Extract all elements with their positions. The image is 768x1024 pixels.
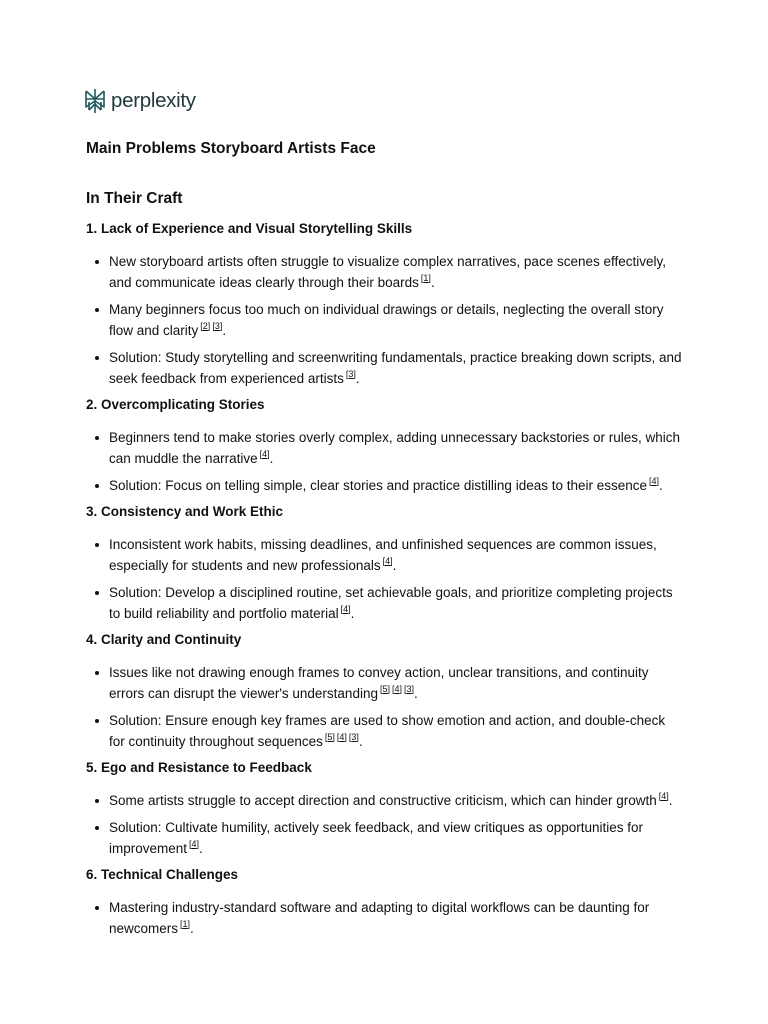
citation-link[interactable]: [421, 273, 431, 283]
problem-heading: 5. Ego and Resistance to Feedback: [86, 760, 312, 775]
list-item: Mastering industry-standard software and adapting to digital workflows can be daunting for newcomers [1].: [109, 897, 682, 939]
problem-list: [86, 219, 682, 939]
citation-label: [1]: [180, 918, 191, 929]
perplexity-logo-icon: [84, 88, 106, 114]
list-item: New storyboard artists often struggle to visualize complex narratives, pace scenes effectively, and communicate ideas clearly through their boards [1].: [109, 251, 682, 293]
bullet-list: [86, 662, 682, 752]
citation-link[interactable]: [341, 604, 351, 614]
list-item-text: Solution: Ensure enough key frames are used to show emotion and action, and double-check for continuity throughout sequences: [109, 713, 666, 749]
list-item: Many beginners focus too much on individual drawings or details, neglecting the overall story flow and clarity [2] [3].: [109, 299, 682, 341]
list-item-text: Mastering industry-standard software and adapting to digital workflows can be daunting for newcomers: [109, 900, 650, 936]
list-item-text: Inconsistent work habits, missing deadlines, and unfinished sequences are common issues, especially for students and new professionals: [109, 537, 657, 573]
list-item-text: Solution: Study storytelling and screenwriting fundamentals, practice breaking down scripts, and seek feedback from experienced artists: [109, 350, 682, 386]
citation-link[interactable]: [404, 684, 414, 694]
list-item-text: Issues like not drawing enough frames to convey action, unclear transitions, and continuity errors can disrupt the viewer's understanding: [109, 665, 649, 701]
citation-link[interactable]: [260, 449, 270, 459]
citation-label: [4]: [336, 731, 347, 742]
citation-label: [3]: [404, 683, 415, 694]
citation-link[interactable]: [337, 732, 347, 742]
citation-label: [4]: [649, 475, 660, 486]
citation-link[interactable]: [189, 839, 199, 849]
list-item-text: Some artists struggle to accept direction and constructive criticism, which can hinder growth: [109, 793, 657, 808]
bullet-list: [86, 534, 682, 624]
page-title: Main Problems Storyboard Artists Face: [86, 140, 376, 157]
citation-link[interactable]: [659, 791, 669, 801]
problem-heading: 1. Lack of Experience and Visual Storytelling Skills: [86, 221, 413, 236]
citation-link[interactable]: [649, 476, 659, 486]
citation-link[interactable]: [380, 684, 390, 694]
bullet-list: [86, 790, 682, 859]
bullet-list: [86, 251, 682, 389]
list-item-text: Many beginners focus too much on individual drawings or details, neglecting the overall story flow and clarity: [109, 302, 664, 338]
list-item: Solution: Develop a disciplined routine, set achievable goals, and prioritize completing projects to build reliability and portfolio material [4].: [109, 582, 682, 624]
citation-label: [3]: [345, 368, 356, 379]
citation-label: [4]: [658, 790, 669, 801]
citation-label: [3]: [212, 320, 223, 331]
list-item: Solution: Focus on telling simple, clear stories and practice distilling ideas to their essence [4].: [109, 475, 682, 496]
list-item-text: Beginners tend to make stories overly complex, adding unnecessary backstories or rules, which can muddle the narrative: [109, 430, 681, 466]
list-item-text: New storyboard artists often struggle to visualize complex narratives, pace scenes effectively, and communicate ideas clearly through their boards: [109, 254, 667, 290]
citation-label: [2]: [200, 320, 211, 331]
citation-label: [5]: [324, 731, 335, 742]
citation-link[interactable]: [180, 919, 190, 929]
problem-heading: 3. Consistency and Work Ethic: [86, 504, 284, 519]
citation-link[interactable]: [200, 321, 210, 331]
citation-label: [4]: [391, 683, 402, 694]
citation-link[interactable]: [325, 732, 335, 742]
list-item: Issues like not drawing enough frames to convey action, unclear transitions, and continuity errors can disrupt the viewer's understanding [5] [4] [3].: [109, 662, 682, 704]
brand-name: perplexity: [111, 89, 196, 112]
list-item: Solution: Study storytelling and screenwriting fundamentals, practice breaking down scripts, and seek feedback from experienced artists [3].: [109, 347, 682, 389]
citation-label: [4]: [189, 838, 200, 849]
citation-label: [4]: [259, 448, 270, 459]
citation-label: [5]: [379, 683, 390, 694]
citation-link[interactable]: [392, 684, 402, 694]
list-item: Some artists struggle to accept direction and constructive criticism, which can hinder growth [4].: [109, 790, 682, 811]
citation-label: [1]: [420, 272, 431, 283]
citation-label: [4]: [382, 555, 393, 566]
list-item-text: Solution: Focus on telling simple, clear stories and practice distilling ideas to their essence: [109, 478, 648, 493]
bullet-list: [86, 427, 682, 496]
citation-link[interactable]: [212, 321, 222, 331]
list-item-text: Solution: Cultivate humility, actively seek feedback, and view critiques as opportunities for improvement: [109, 820, 644, 856]
problem-heading: 6. Technical Challenges: [86, 867, 239, 882]
problem-heading: 2. Overcomplicating Stories: [86, 397, 265, 412]
bullet-list: [86, 897, 682, 939]
document-content: [86, 138, 682, 945]
citation-label: [4]: [340, 603, 351, 614]
list-item: Solution: Ensure enough key frames are used to show emotion and action, and double-check for continuity throughout sequences [5] [4] [3].: [109, 710, 682, 752]
list-item: Inconsistent work habits, missing deadlines, and unfinished sequences are common issues, especially for students and new professionals [4].: [109, 534, 682, 576]
citation-link[interactable]: [346, 369, 356, 379]
list-item: Solution: Cultivate humility, actively seek feedback, and view critiques as opportunities for improvement [4].: [109, 817, 682, 859]
citation-label: [3]: [348, 731, 359, 742]
perplexity-logo: [84, 88, 196, 114]
list-item-text: Solution: Develop a disciplined routine, set achievable goals, and prioritize completing projects to build reliability and portfolio material: [109, 585, 673, 621]
problem-heading: 4. Clarity and Continuity: [86, 632, 242, 647]
citation-link[interactable]: [383, 556, 393, 566]
section-heading: In Their Craft: [86, 190, 183, 207]
list-item: Beginners tend to make stories overly complex, adding unnecessary backstories or rules, which can muddle the narrative [4].: [109, 427, 682, 469]
citation-link[interactable]: [349, 732, 359, 742]
